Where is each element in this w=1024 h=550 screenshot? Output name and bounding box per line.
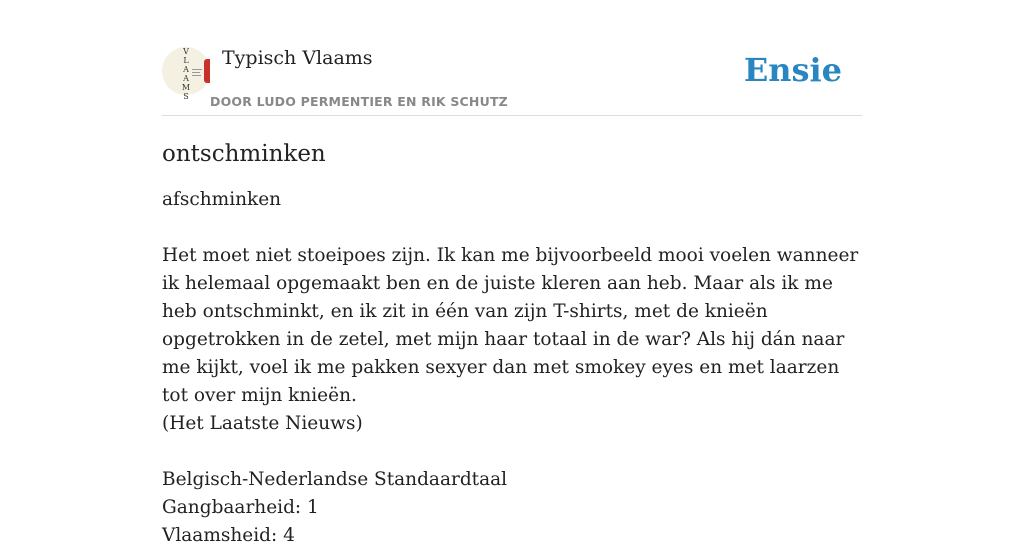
avatar-red-mark [204,59,210,83]
meta-register: Belgisch-Nederlandse Standaardtaal [162,469,508,490]
avatar-letter: V [183,47,189,56]
entry-term: ontschminken [162,141,326,167]
avatar-decoration [192,72,200,73]
avatar-decoration [192,69,202,70]
avatar-decoration [192,75,201,76]
entry-definition: afschminken [162,189,282,210]
avatar-letters [178,47,194,101]
site-header [162,44,862,116]
entry-source: (Het Laatste Nieuws) [162,413,363,434]
authors-byline: DOOR LUDO PERMENTIER EN RIK SCHUTZ [210,94,508,109]
avatar-letter: S [183,92,189,101]
ensie-logo-link[interactable]: Ensie [743,51,842,89]
avatar-letter: A [183,65,189,74]
meta-gangbaarheid: Gangbaarheid: 1 [162,497,319,518]
book-cover-avatar[interactable] [162,47,210,101]
avatar-letter: A [183,74,189,83]
meta-vlaamsheid: Vlaamsheid: 4 [162,525,295,546]
site-title-link[interactable]: Typisch Vlaams [222,47,373,69]
avatar-letter: M [181,83,191,92]
entry-example: Het moet niet stoeipoes zijn. Ik kan me bijvoorbeeld mooi voelen wanneer ik helemaal opgemaakt ben en de juiste kleren aan heb. Maar als ik me heb ontschminkt, en ik zit in één van zijn T-shirts, met de knieën opgetrokken in de zetel, met mijn haar totaal in de war? Als hij dán naar me kijkt, voel ik me pakken sexyer dan met smokey eyes en met laarzen tot over mijn knieën. [162,245,859,406]
entry-content [162,136,862,550]
entry-meta-list [162,466,862,550]
avatar-letter: L [183,56,189,65]
